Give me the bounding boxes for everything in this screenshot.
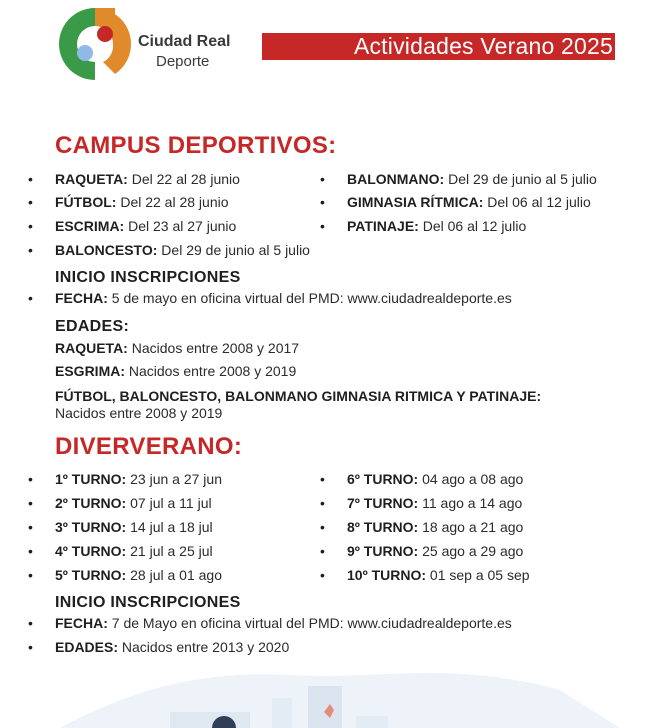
campus-item-balonmano: • BALONMANO: Del 29 de junio al 5 julio xyxy=(347,170,597,188)
edades-esgrima: ESGRIMA: Nacidos entre 2008 y 2019 xyxy=(55,363,297,379)
diververano-edades: • EDADES: Nacidos entre 2013 y 2020 xyxy=(55,638,289,656)
turno-10: • 10º TURNO: 01 sep a 05 sep xyxy=(347,566,530,584)
turno-2: • 2º TURNO: 07 jul a 11 jul xyxy=(55,494,212,512)
campus-inscripciones-title: INICIO INSCRIPCIONES xyxy=(55,269,241,286)
turno-6: • 6º TURNO: 04 ago a 08 ago xyxy=(347,470,523,488)
brand xyxy=(138,34,230,69)
campus-item-futbol: • FÚTBOL: Del 22 al 28 junio xyxy=(55,193,229,211)
city-illustration xyxy=(0,620,649,728)
turno-9: • 9º TURNO: 25 ago a 29 ago xyxy=(347,542,523,560)
diververano-title: DIVERVERANO: xyxy=(55,433,243,460)
title-banner xyxy=(262,33,615,60)
turno-7: • 7º TURNO: 11 ago a 14 ago xyxy=(347,494,522,512)
campus-title: CAMPUS DEPORTIVOS: xyxy=(55,132,337,159)
campus-item-patinaje: • PATINAJE: Del 06 al 12 julio xyxy=(347,217,526,235)
campus-item-baloncesto: • BALONCESTO: Del 29 de junio al 5 julio xyxy=(55,241,310,259)
ciudad-real-deporte-logo xyxy=(55,4,135,84)
campus-item-escrima: • ESCRIMA: Del 23 al 27 junio xyxy=(55,217,236,235)
edades-others-label: FÚTBOL, BALONCESTO, BALONMANO GIMNASIA RITMICA Y PATINAJE: xyxy=(55,388,542,404)
banner-title: Actividades Verano 2025 xyxy=(353,33,613,59)
edades-others-text: Nacidos entre 2008 y 2019 xyxy=(55,405,223,421)
diververano-inscripciones-title: INICIO INSCRIPCIONES xyxy=(55,594,241,611)
turno-8: • 8º TURNO: 18 ago a 21 ago xyxy=(347,518,523,536)
diververano-inscripciones-fecha: • FECHA: 7 de Mayo en oficina virtual del PMD: www.ciudadrealdeporte.es xyxy=(55,614,512,632)
campus-item-raqueta: • RAQUETA: Del 22 al 28 junio xyxy=(55,170,240,188)
brand-name: Ciudad Real xyxy=(138,33,231,50)
campus-inscripciones-fecha: • FECHA: 5 de mayo en oficina virtual del PMD: www.ciudadrealdeporte.es xyxy=(55,289,512,307)
turno-3: • 3º TURNO: 14 jul a 18 jul xyxy=(55,518,213,536)
brand-subtitle: Deporte xyxy=(156,53,210,70)
turno-1: • 1º TURNO: 23 jun a 27 jun xyxy=(55,470,222,488)
turno-4: • 4º TURNO: 21 jul a 25 jul xyxy=(55,542,213,560)
campus-edades-title: EDADES: xyxy=(55,318,130,335)
campus-item-gimnasia: • GIMNASIA RÍTMICA: Del 06 al 12 julio xyxy=(347,193,591,211)
turno-5: • 5º TURNO: 28 jul a 01 ago xyxy=(55,566,222,584)
edades-raqueta: RAQUETA: Nacidos entre 2008 y 2017 xyxy=(55,340,300,356)
